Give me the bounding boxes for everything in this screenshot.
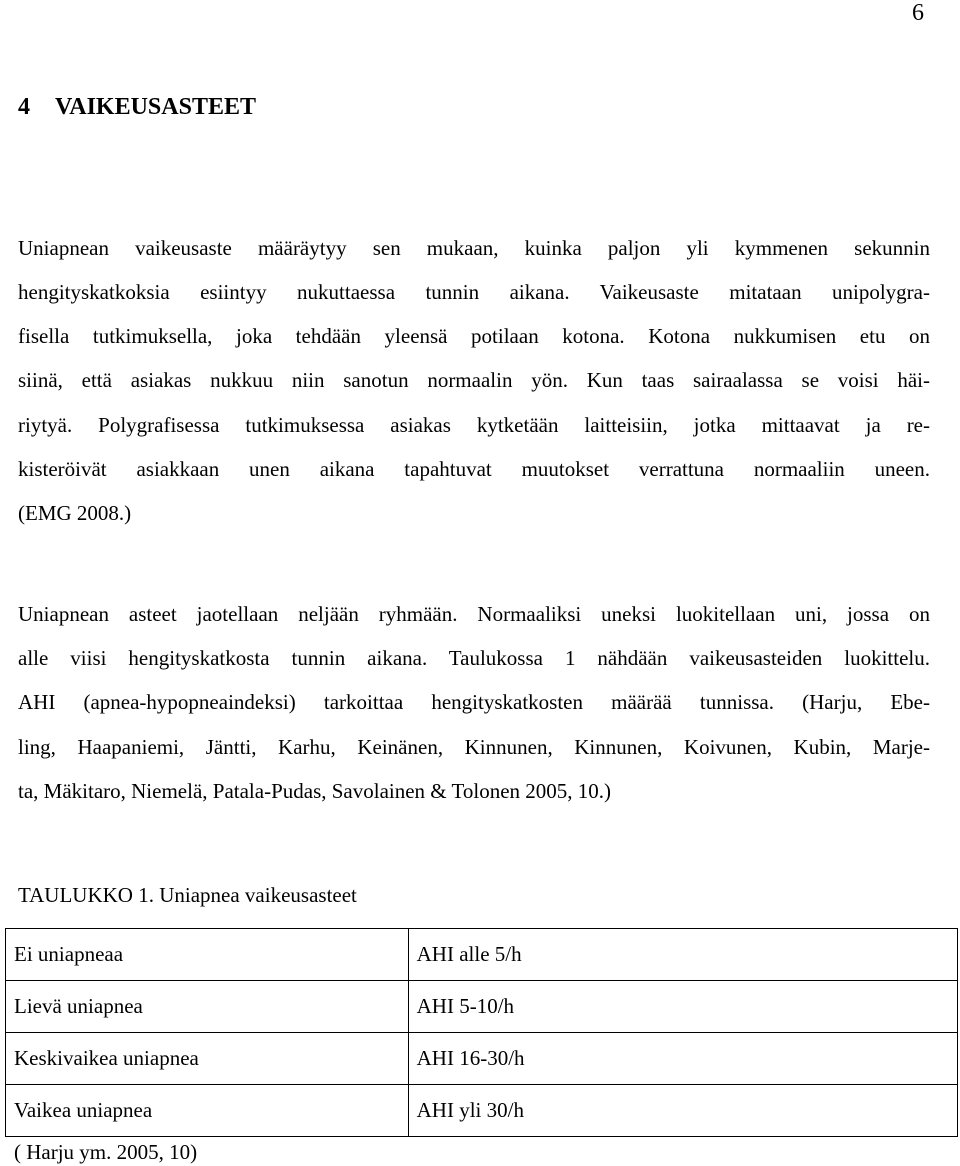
paragraph-1-line: riytyä. Polygrafisessa tutkimuksessa asiakas kytketään laitteisiin, jotka mittaavat ja re-: [18, 413, 930, 437]
table-cell-severity: Ei uniapneaa: [6, 929, 409, 981]
paragraph-2-line: Uniapnean asteet jaotellaan neljään ryhmään. Normaaliksi uneksi luokitellaan uni, jossa on: [18, 602, 930, 626]
table-cell-ahi: AHI alle 5/h: [408, 929, 957, 981]
paragraph-1-line: kisteröivät asiakkaan unen aikana tapahtuvat muutokset verrattuna normaaliin uneen.: [18, 457, 930, 481]
table-cell-ahi: AHI yli 30/h: [408, 1085, 957, 1137]
table-cell-severity: Lievä uniapnea: [6, 981, 409, 1033]
table-caption: TAULUKKO 1. Uniapnea vaikeusasteet: [18, 883, 357, 907]
severity-table: [5, 928, 958, 1137]
paragraph-2-line: alle viisi hengityskatkosta tunnin aikana. Taulukossa 1 nähdään vaikeusasteiden luokittelu.: [18, 646, 930, 670]
table-cell-ahi: AHI 16-30/h: [408, 1033, 957, 1085]
table-row: [6, 1085, 958, 1137]
chapter-title: VAIKEUSASTEET: [55, 94, 256, 120]
paragraph-2-line: ta, Mäkitaro, Niemelä, Patala-Pudas, Savolainen & Tolonen 2005, 10.): [18, 779, 612, 803]
paragraph-1-line: siinä, että asiakas nukkuu niin sanotun normaalin yön. Kun taas sairaalassa se voisi häi-: [18, 368, 930, 392]
paragraph-2-line: ling, Haapaniemi, Jäntti, Karhu, Keinänen, Kinnunen, Kinnunen, Koivunen, Kubin, Marje-: [18, 735, 930, 759]
table-row: [6, 1033, 958, 1085]
table-row: [6, 981, 958, 1033]
table-cell-severity: Keskivaikea uniapnea: [6, 1033, 409, 1085]
table-row: [6, 929, 958, 981]
page-number: 6: [912, 0, 924, 26]
table-source: ( Harju ym. 2005, 10): [14, 1140, 198, 1164]
paragraph-2-line: AHI (apnea-hypopneaindeksi) tarkoittaa hengityskatkosten määrää tunnissa. (Harju, Ebe-: [18, 690, 930, 714]
paragraph-1-line: Uniapnean vaikeusaste määräytyy sen mukaan, kuinka paljon yli kymmenen sekunnin: [18, 236, 930, 260]
paragraph-1-line: (EMG 2008.): [18, 501, 132, 525]
chapter-number: 4: [18, 94, 30, 120]
table-cell-ahi: AHI 5-10/h: [408, 981, 957, 1033]
table-cell-severity: Vaikea uniapnea: [6, 1085, 409, 1137]
paragraph-1-line: hengityskatkoksia esiintyy nukuttaessa tunnin aikana. Vaikeusaste mitataan unipolygra-: [18, 280, 930, 304]
chapter-heading: [18, 94, 256, 121]
paragraph-1-line: fisella tutkimuksella, joka tehdään yleensä potilaan kotona. Kotona nukkumisen etu on: [18, 324, 930, 348]
